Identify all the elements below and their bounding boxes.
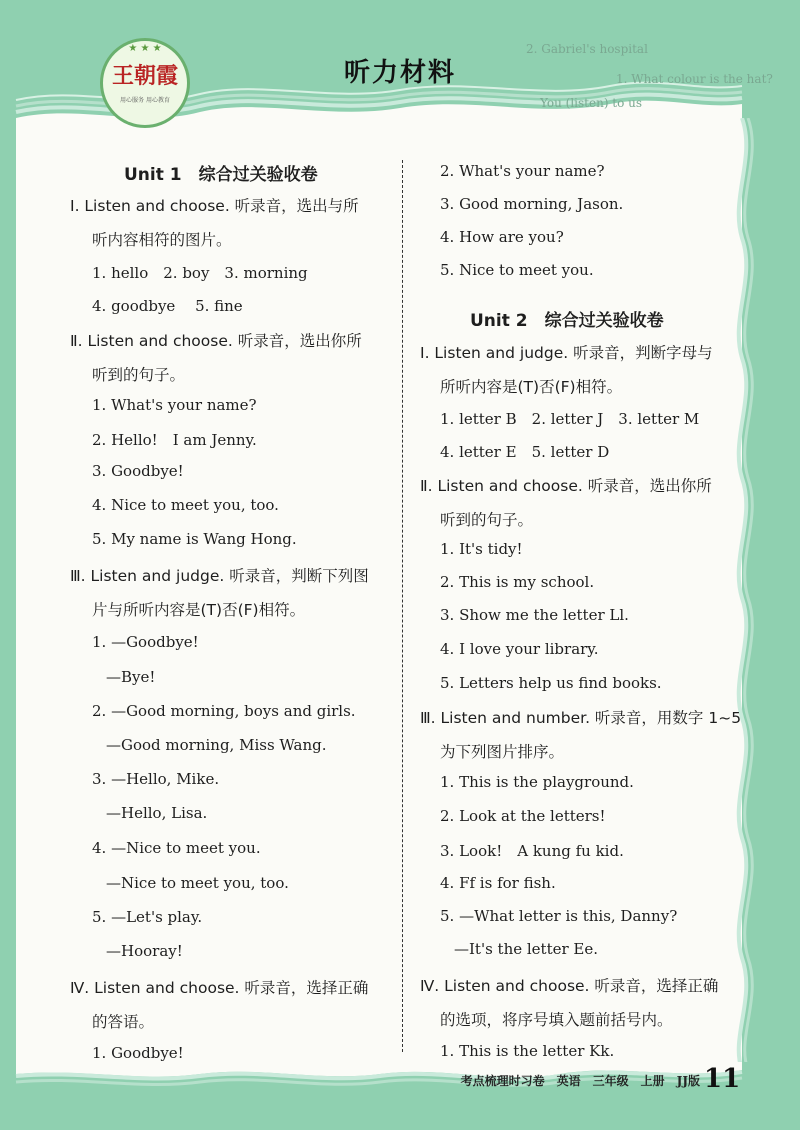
u1-s4-item: 1. Goodbye!: [92, 1044, 184, 1062]
u1-section2-title: Ⅱ. Listen and choose. 听录音，选出你所: [70, 332, 362, 350]
u1-s2-item: 3. Goodbye!: [92, 462, 184, 480]
u1-s3-item: 4. —Nice to meet you.: [92, 839, 261, 857]
u1-s1-item: 4. goodbye 5. fine: [92, 297, 243, 315]
u2-section1-title-cont: 所听内容是(T)否(F)相符。: [440, 378, 623, 396]
u1-s3-item: —Hooray!: [106, 942, 183, 960]
u1-s4-item: 2. What's your name?: [440, 162, 605, 180]
u1-s3-item: 5. —Let's play.: [92, 908, 203, 926]
u2-s3-item: 5. —What letter is this, Danny?: [440, 907, 678, 925]
u1-s2-item: 5. My name is Wang Hong.: [92, 530, 297, 548]
u2-s3-item: 4. Ff is for fish.: [440, 874, 556, 892]
footer-text: 考点梳理时习卷 英语 三年级 上册 JJ版: [460, 1074, 700, 1088]
u1-s3-item: —Hello, Lisa.: [106, 804, 208, 822]
u1-section3-title: Ⅲ. Listen and judge. 听录音，判断下列图: [70, 567, 369, 585]
u1-s4-item: 3. Good morning, Jason.: [440, 195, 624, 213]
page-number: 11: [704, 1064, 741, 1094]
u1-s3-item: —Bye!: [106, 668, 156, 686]
u2-s2-item: 2. This is my school.: [440, 573, 595, 591]
unit2-title: Unit 2 综合过关验收卷: [470, 311, 664, 331]
u1-section1-title: Ⅰ. Listen and choose. 听录音，选出与所: [70, 197, 359, 215]
u2-s1-item: 1. letter B 2. letter J 3. letter M: [440, 410, 700, 428]
u1-s2-item: 4. Nice to meet you, too.: [92, 496, 279, 514]
u2-s2-item: 4. I love your library.: [440, 640, 599, 658]
u2-s3-item: 1. This is the playground.: [440, 773, 634, 791]
u1-s3-item: —Nice to meet you, too.: [106, 874, 289, 892]
u1-s1-item: 1. hello 2. boy 3. morning: [92, 264, 308, 282]
ghost-text-left: You (listen) to us: [540, 96, 643, 110]
u1-s2-item: 2. Hello! I am Jenny.: [92, 431, 257, 449]
u2-section4-title-cont: 的选项，将序号填入题前括号内。: [440, 1011, 673, 1029]
logo-text: 王朝霞: [111, 63, 178, 89]
u2-s2-item: 5. Letters help us find books.: [440, 674, 662, 692]
u1-section2-title-cont: 听到的句子。: [92, 366, 186, 384]
unit1-title: Unit 1 综合过关验收卷: [124, 165, 318, 185]
u1-section4-title: Ⅳ. Listen and choose. 听录音，选择正确: [70, 979, 369, 997]
u2-s1-item: 4. letter E 5. letter D: [440, 443, 610, 461]
u1-s3-item: 3. —Hello, Mike.: [92, 770, 220, 788]
logo-stars-icon: ★ ★ ★: [128, 43, 162, 54]
u2-s3-item: 2. Look at the letters!: [440, 807, 606, 825]
right-wave-border: [728, 118, 768, 1070]
u2-section3-title-cont: 为下列图片排序。: [440, 743, 565, 761]
u1-section1-title-cont: 听内容相符的图片。: [92, 231, 232, 249]
u2-s3-item: —It's the letter Ee.: [454, 940, 599, 958]
u1-s2-item: 1. What's your name?: [92, 396, 257, 414]
u1-s3-item: —Good morning, Miss Wang.: [106, 736, 327, 754]
u1-section3-title-cont: 片与所听内容是(T)否(F)相符。: [92, 601, 306, 619]
u2-section3-title: Ⅲ. Listen and number. 听录音，用数字 1~5: [420, 709, 742, 727]
u2-section2-title: Ⅱ. Listen and choose. 听录音，选出你所: [420, 477, 712, 495]
ghost-text-right: 1. What colour is the hat?: [616, 72, 773, 86]
paper-sheet: [16, 118, 742, 1070]
u2-section1-title: Ⅰ. Listen and judge. 听录音，判断字母与: [420, 344, 713, 362]
u2-section4-title: Ⅳ. Listen and choose. 听录音，选择正确: [420, 977, 719, 995]
column-divider: [402, 160, 403, 1052]
u2-s4-item: 1. This is the letter Kk.: [440, 1042, 615, 1060]
u2-s3-item: 3. Look! A kung fu kid.: [440, 842, 624, 860]
logo-slogan: 用心服务 用心教育: [120, 97, 170, 104]
u1-s4-item: 5. Nice to meet you.: [440, 261, 594, 279]
u2-section2-title-cont: 听到的句子。: [440, 511, 534, 529]
u2-s2-item: 3. Show me the letter Ll.: [440, 606, 629, 624]
u2-s2-item: 1. It's tidy!: [440, 540, 523, 558]
u1-s3-item: 2. —Good morning, boys and girls.: [92, 702, 356, 720]
page-title: 听力材料: [343, 58, 456, 88]
u1-s4-item: 4. How are you?: [440, 228, 564, 246]
ghost-text-mid: 2. Gabriel's hospital: [526, 42, 648, 56]
u1-s3-item: 1. —Goodbye!: [92, 633, 199, 651]
u1-section4-title-cont: 的答语。: [92, 1013, 155, 1031]
